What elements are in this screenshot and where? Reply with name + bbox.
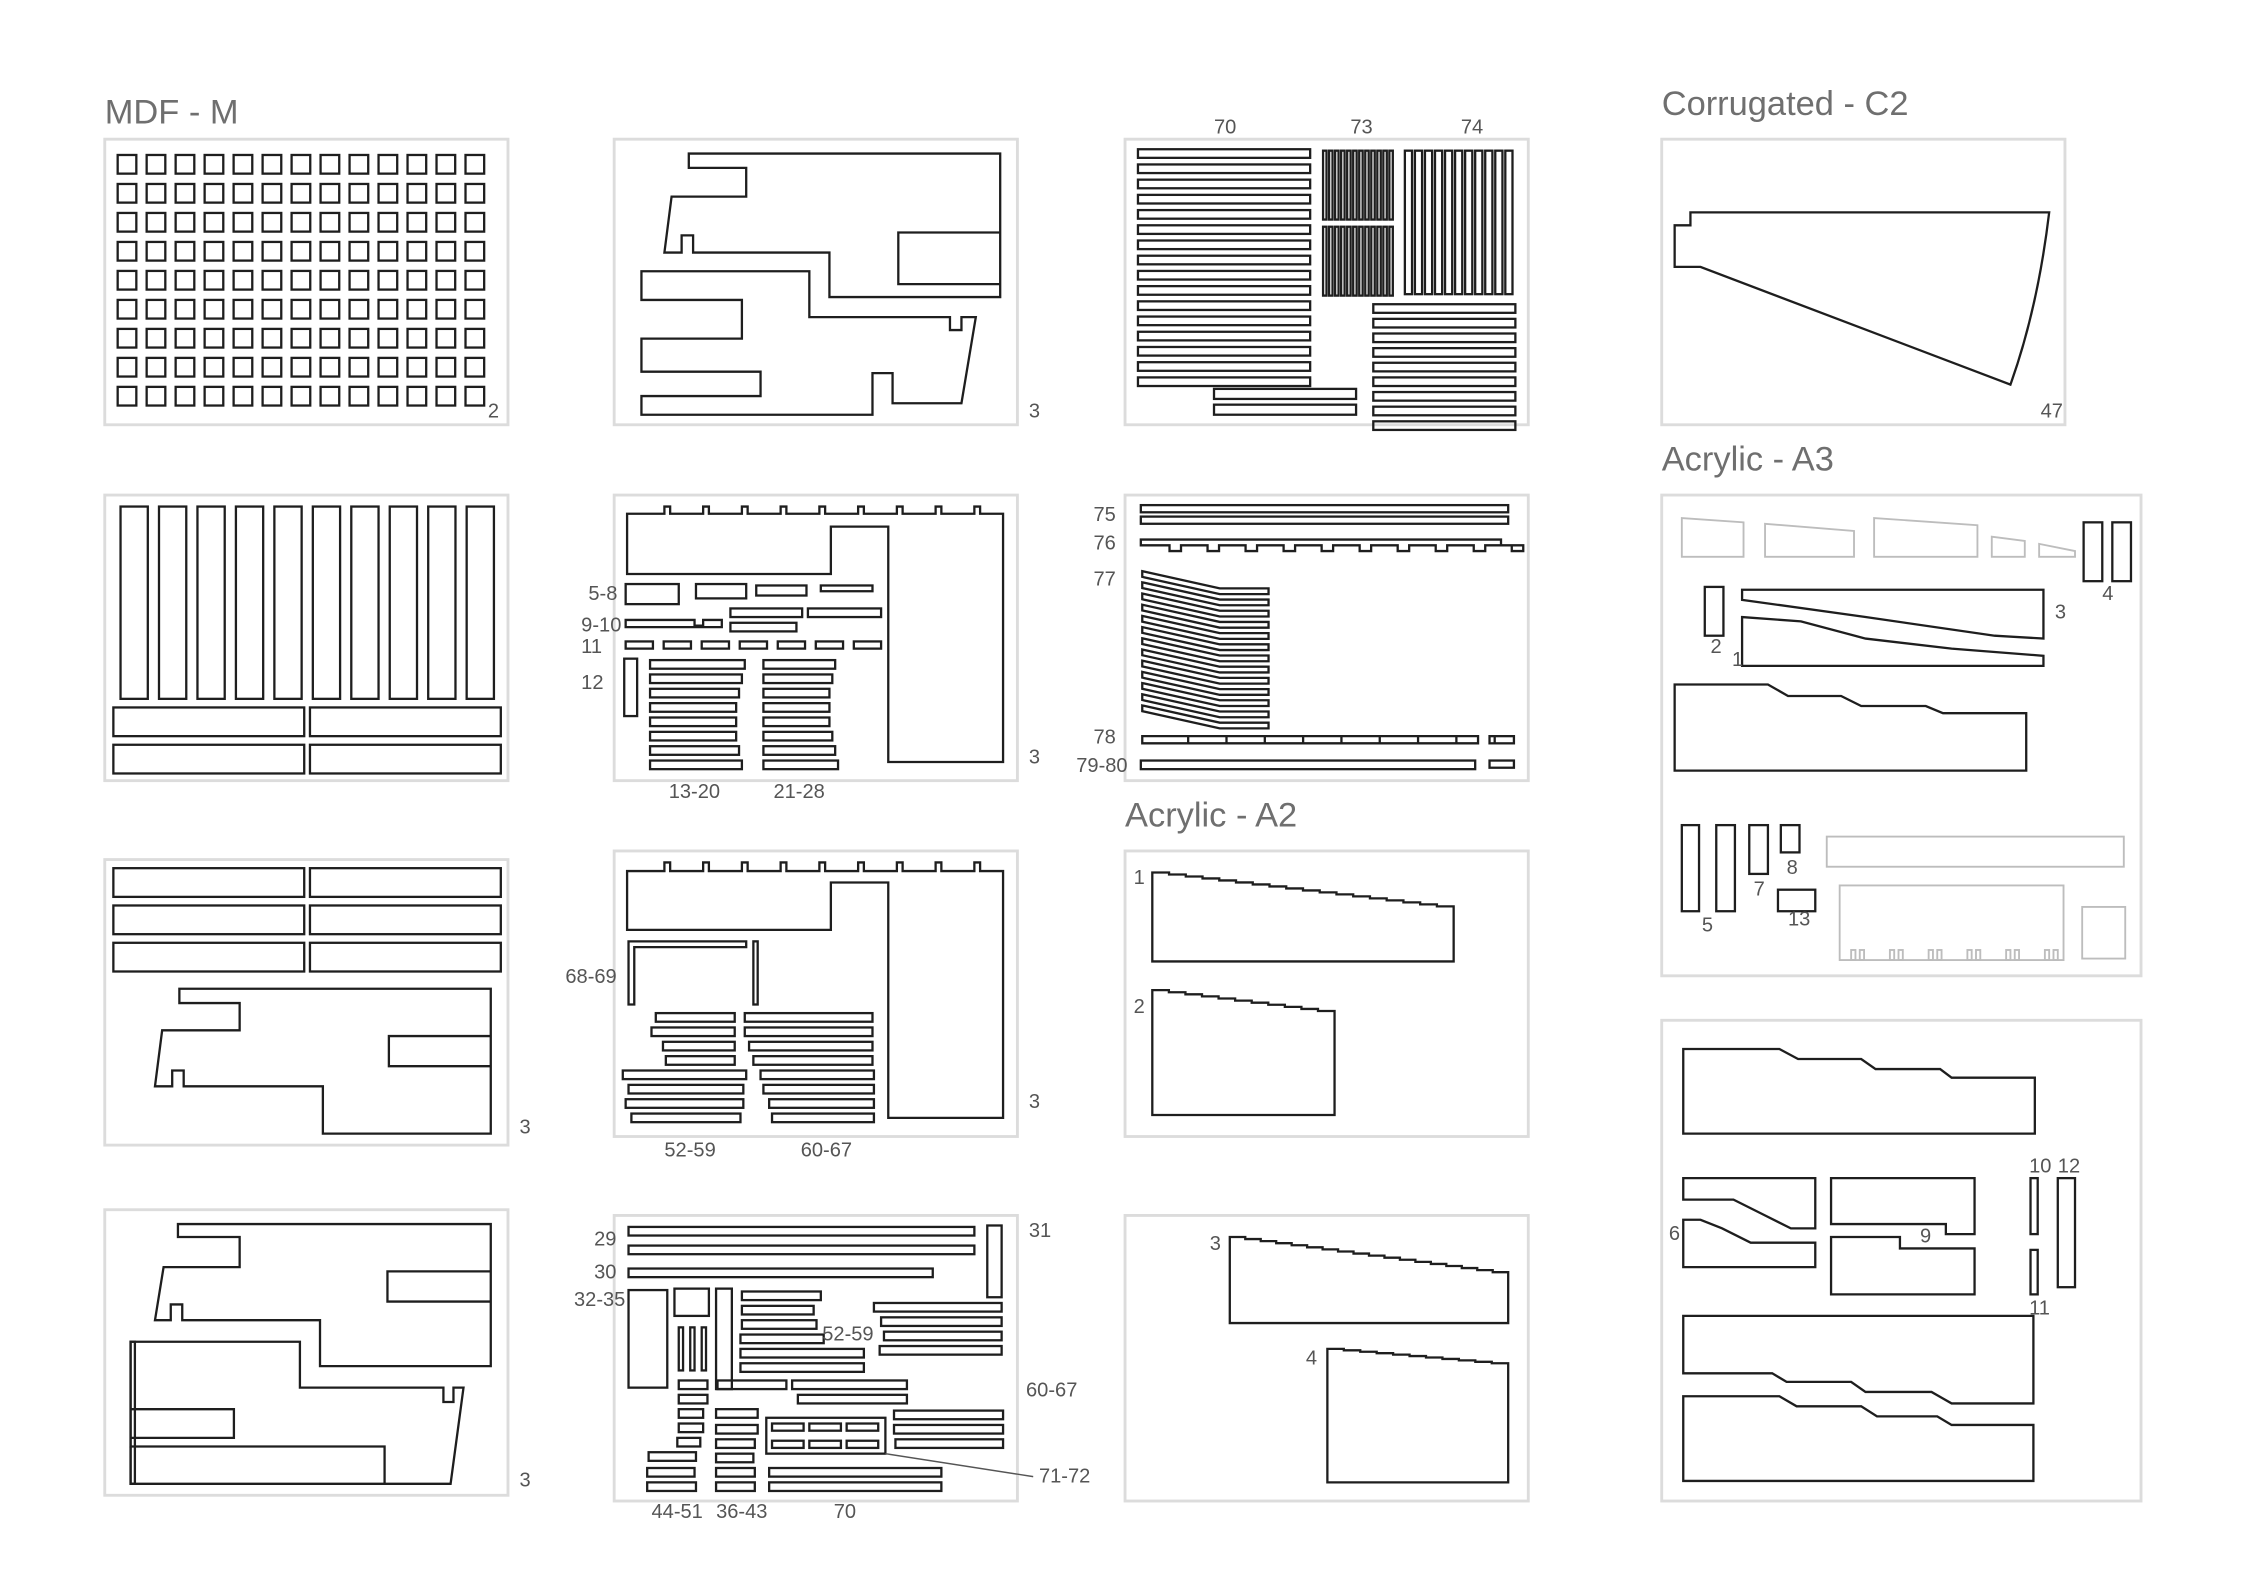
part-label: 71-72 [1038, 1465, 1091, 1488]
part-label: 4 [2102, 582, 2114, 605]
sheet-count: 2 [487, 400, 500, 423]
acrylic-a2-section-title: Acrylic - A2 [1125, 796, 1298, 835]
part-label: 73 [1350, 116, 1373, 139]
part-label: 1 [1133, 866, 1145, 889]
part-label: 44-51 [651, 1501, 703, 1524]
mdf-sheet-1 [105, 139, 508, 425]
part-label: 5-8 [588, 582, 618, 605]
mdf-section-title: MDF - M [104, 93, 239, 132]
part-label: 11 [2029, 1297, 2050, 1320]
mdf-sheet-11 [574, 1215, 1090, 1523]
acrylic-a3-section-title: Acrylic - A3 [1661, 440, 1834, 479]
sheet-count: 3 [519, 1116, 531, 1139]
corrugated-section-title: Corrugated - C2 [1661, 84, 1909, 123]
sheet-count: 3 [519, 1469, 531, 1492]
part-label: 2 [1133, 996, 1145, 1019]
part-label: 78 [1093, 726, 1116, 749]
mdf-sheet-2 [614, 139, 1040, 425]
part-label: 60-67 [1026, 1379, 1078, 1402]
mdf-sheet-3 [1125, 116, 1528, 429]
sheet-count: 3 [1028, 746, 1041, 769]
sheet-count: 3 [1028, 1090, 1041, 1113]
acrylic-a2-sheet-1 [1125, 851, 1528, 1137]
part-label: 12 [2057, 1155, 2081, 1178]
part-label: 75 [1093, 503, 1116, 526]
part-label: 9 [1920, 1225, 1932, 1248]
part-label: 5 [1701, 914, 1714, 937]
mdf-sheet-4 [105, 495, 508, 781]
part-label: 79-80 [1076, 755, 1128, 778]
part-label: 36-43 [716, 1501, 768, 1524]
part-label: 7 [1753, 878, 1765, 901]
sheet-count: 3 [1028, 400, 1041, 423]
part-label: 52-59 [822, 1323, 874, 1346]
part-label: 3 [2054, 601, 2067, 624]
part-label: 13-20 [668, 780, 721, 803]
acrylic-a3-sheet-1 [1662, 495, 2141, 976]
mdf-sheet-8 [565, 851, 1040, 1162]
part-label: 2 [1710, 635, 1722, 658]
part-label: 13 [1788, 908, 1811, 931]
part-label: 31 [1028, 1219, 1052, 1242]
corrugated-sheet [1662, 139, 2065, 425]
mdf-sheet-9 [105, 1210, 531, 1496]
part-label: 1 [1732, 648, 1744, 671]
part-label: 32-35 [574, 1288, 626, 1311]
part-label: 10 [2029, 1155, 2052, 1178]
part-label: 8 [1786, 856, 1798, 879]
part-label: 11 [581, 635, 603, 658]
part-label: 70 [833, 1501, 857, 1524]
acrylic-a3-sheet-2 [1662, 1020, 2141, 1501]
part-label: 52-59 [664, 1139, 716, 1162]
part-label: 9-10 [581, 614, 622, 637]
mdf-sheet-6 [1076, 495, 1528, 781]
part-label: 74 [1460, 116, 1484, 139]
part-label: 30 [594, 1261, 617, 1284]
part-label: 12 [581, 671, 604, 694]
part-label: 3 [1209, 1232, 1221, 1255]
mdf-sheet-7 [105, 860, 531, 1146]
part-label: 21-28 [773, 780, 825, 803]
part-label: 29 [594, 1228, 617, 1251]
part-label: 6 [1668, 1222, 1681, 1245]
sheet-count: 47 [2040, 400, 2063, 423]
part-label: 70 [1214, 116, 1237, 139]
part-label: 4 [1305, 1347, 1318, 1370]
part-label: 76 [1093, 532, 1116, 555]
part-label: 77 [1093, 568, 1116, 591]
part-label: 60-67 [800, 1139, 853, 1162]
part-label: 68-69 [565, 965, 617, 988]
acrylic-a2-sheet-2 [1125, 1215, 1528, 1501]
mdf-sheet-5 [581, 495, 1040, 803]
